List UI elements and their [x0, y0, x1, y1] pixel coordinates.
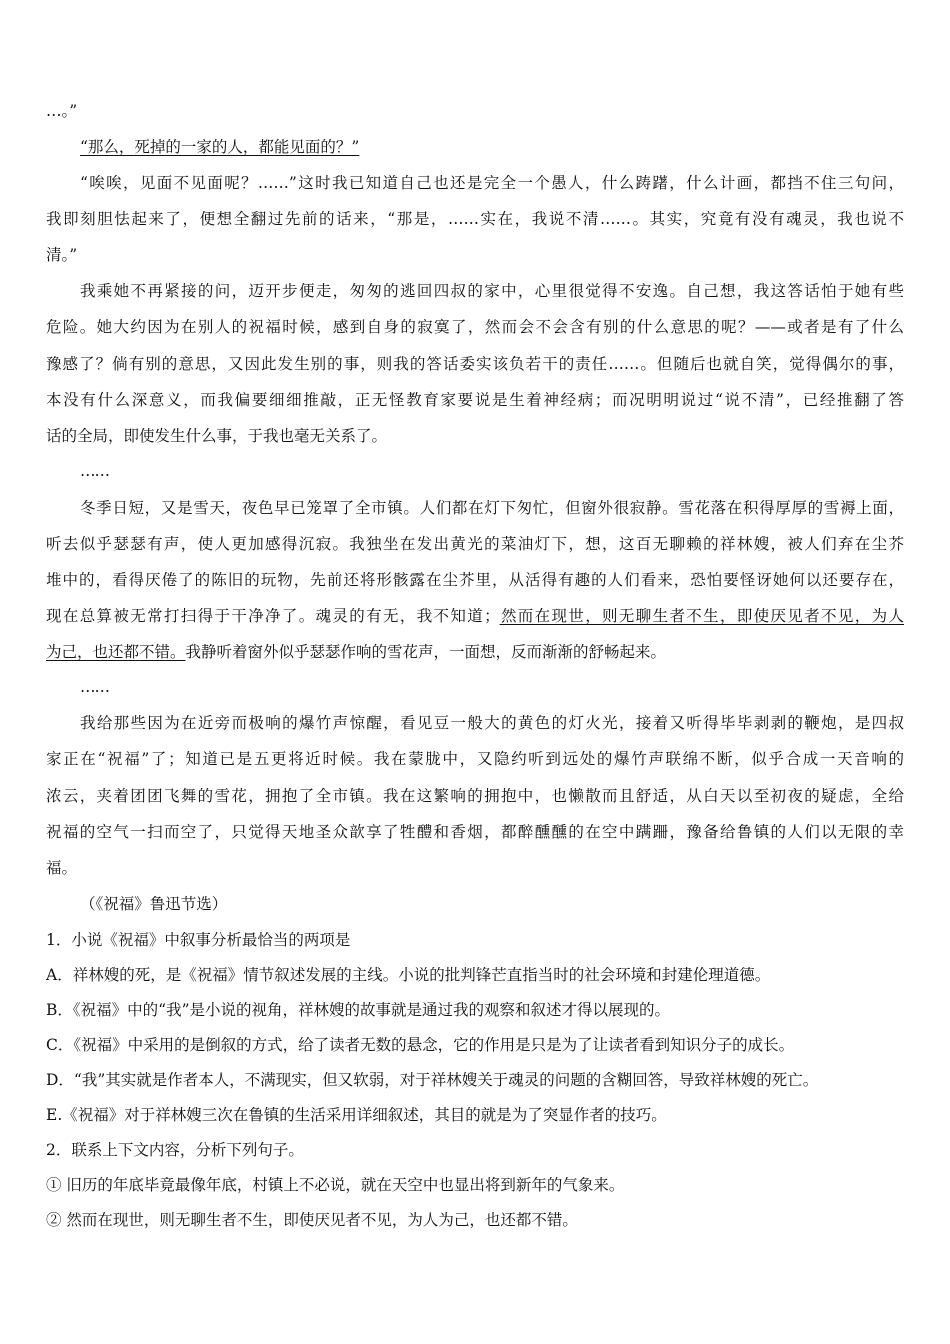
sentence-1: ① 旧历的年底毕竟最像年底，村镇上不必说，就在天空中也显出将到新年的气象来。 [46, 1176, 625, 1194]
paragraph-line: 危险。她大约因为在别人的祝福时候，感到自身的寂寞了，然而会不会含有别的什么意思的呢？——或者是有了什么 [46, 318, 904, 336]
dialog-line: 清。” [46, 246, 78, 264]
paragraph-line: 豫感了？倘有别的意思，又因此发生别的事，则我的答话委实该负若干的责任……。但随后也就自笑，觉得偶尔的事， [46, 355, 904, 373]
paragraph-line: 听去似乎瑟瑟有声，使人更加感得沉寂。我独坐在发出黄光的菜油灯下，想，这百无聊赖的祥林嫂，被人们弃在尘芥 [46, 535, 904, 553]
paragraph-line: 祝福的空气一扫而空了，只觉得天地圣众歆享了牲醴和香烟，都醉醺醺的在空中蹒跚，豫备给鲁镇的人们以无限的幸 [46, 823, 904, 841]
paragraph-line [46, 641, 904, 663]
paragraph-line: 我给那些因为在近旁而极响的爆竹声惊醒，看见豆一般大的黄色的灯火光，接着又听得毕毕剥剥的鞭炮，是四叔 [80, 714, 904, 732]
paragraph-line: 福。 [46, 859, 78, 877]
paragraph-line: 话的全局，即使发生什么事，于我也毫无关系了。 [46, 427, 388, 445]
paragraph-line: 冬季日短，又是雪天，夜色早已笼罩了全市镇。人们都在灯下匆忙，但窗外很寂静。雪花落在积得厚厚的雪褥上面， [80, 499, 904, 517]
option-a: A．祥林嫂的死，是《祝福》情节叙述发展的主线。小说的批判锋芒直指当时的社会环境和封建伦理道德。 [46, 966, 771, 984]
plain-text: 现在总算被无常打扫得于干净净了。魂灵的有无，我不知道； [46, 607, 500, 625]
underlined-sentence: 然而在现世，则无聊生者不生，即使厌见者不见，为人 [499, 607, 904, 625]
option-b: B．《祝福》中的“我”是小说的视角，祥林嫂的故事就是通过我的观察和叙述才得以展现的。 [46, 1001, 670, 1019]
paragraph-line: 堆中的，看得厌倦了的陈旧的玩物，先前还将形骸露在尘芥里，从活得有趣的人们看来，恐怕要怪讶她何以还要存在， [46, 571, 904, 589]
dialog-line: “唉唉，见面不见面呢？……”这时我已知道自己也还是完全一个愚人，什么踌躇，什么计画，都挡不住三句问， [80, 174, 904, 192]
ellipsis: …… [80, 678, 109, 696]
paragraph-line: 我乘她不再紧接的问，迈开步便走，匆匆的逃回四叔的家中，心里很觉得不安逸。自己想，我这答话怕于她有些 [80, 282, 904, 300]
paragraph-line: 本没有什么深意义，而我偏要细细推敲，正无怪教育家要说是生着神经病；而况明明说过“说不清”，已经推翻了答 [46, 391, 904, 409]
dialog-line: “那么，死掉的一家的人，都能见面的？” [80, 138, 360, 156]
option-d: D．“我”其实就是作者本人，不满现实，但又软弱，对于祥林嫂关于魂灵的问题的含糊回答，导致祥林嫂的死亡。 [46, 1071, 819, 1089]
text-line: …。” [46, 102, 78, 120]
plain-text: 我静听着窗外似乎瑟瑟作响的雪花声，一面想，反而渐渐的舒畅起来。 [185, 643, 667, 661]
question-stem: 1．小说《祝福》中叙事分析最恰当的两项是 [46, 931, 351, 949]
option-c: C．《祝福》中采用的是倒叙的方式，给了读者无数的悬念，它的作用是只是为了让读者看到知识分子的成长。 [46, 1036, 795, 1054]
ellipsis: …… [80, 462, 109, 480]
question-stem: 2．联系上下文内容，分析下列句子。 [46, 1141, 304, 1159]
source-citation: （《祝福》鲁迅节选） [80, 895, 228, 913]
dialog-line: 我即刻胆怯起来了，便想全翻过先前的话来，“那是，……实在，我说不清……。其实，究竟有没有魂灵，我也说不 [46, 210, 904, 228]
option-e: E.《祝福》对于祥林嫂三次在鲁镇的生活采用详细叙述，其目的就是为了突显作者的技巧。 [46, 1106, 667, 1124]
paragraph-line: 家正在“祝福”了；知道已是五更将近时候。我在蒙胧中，又隐约听到远处的爆竹声联绵不断，似乎合成一天音响的 [46, 750, 904, 768]
paragraph-line: 浓云，夹着团团飞舞的雪花，拥抱了全市镇。我在这繁响的拥抱中，也懒散而且舒适，从白天以至初夜的疑虑，全给 [46, 787, 904, 805]
underlined-sentence: 为己，也还都不错。 [46, 643, 186, 661]
paragraph-line [46, 605, 904, 627]
sentence-2: ② 然而在现世，则无聊生者不生，即使厌见者不见，为人为己，也还都不错。 [46, 1211, 578, 1229]
